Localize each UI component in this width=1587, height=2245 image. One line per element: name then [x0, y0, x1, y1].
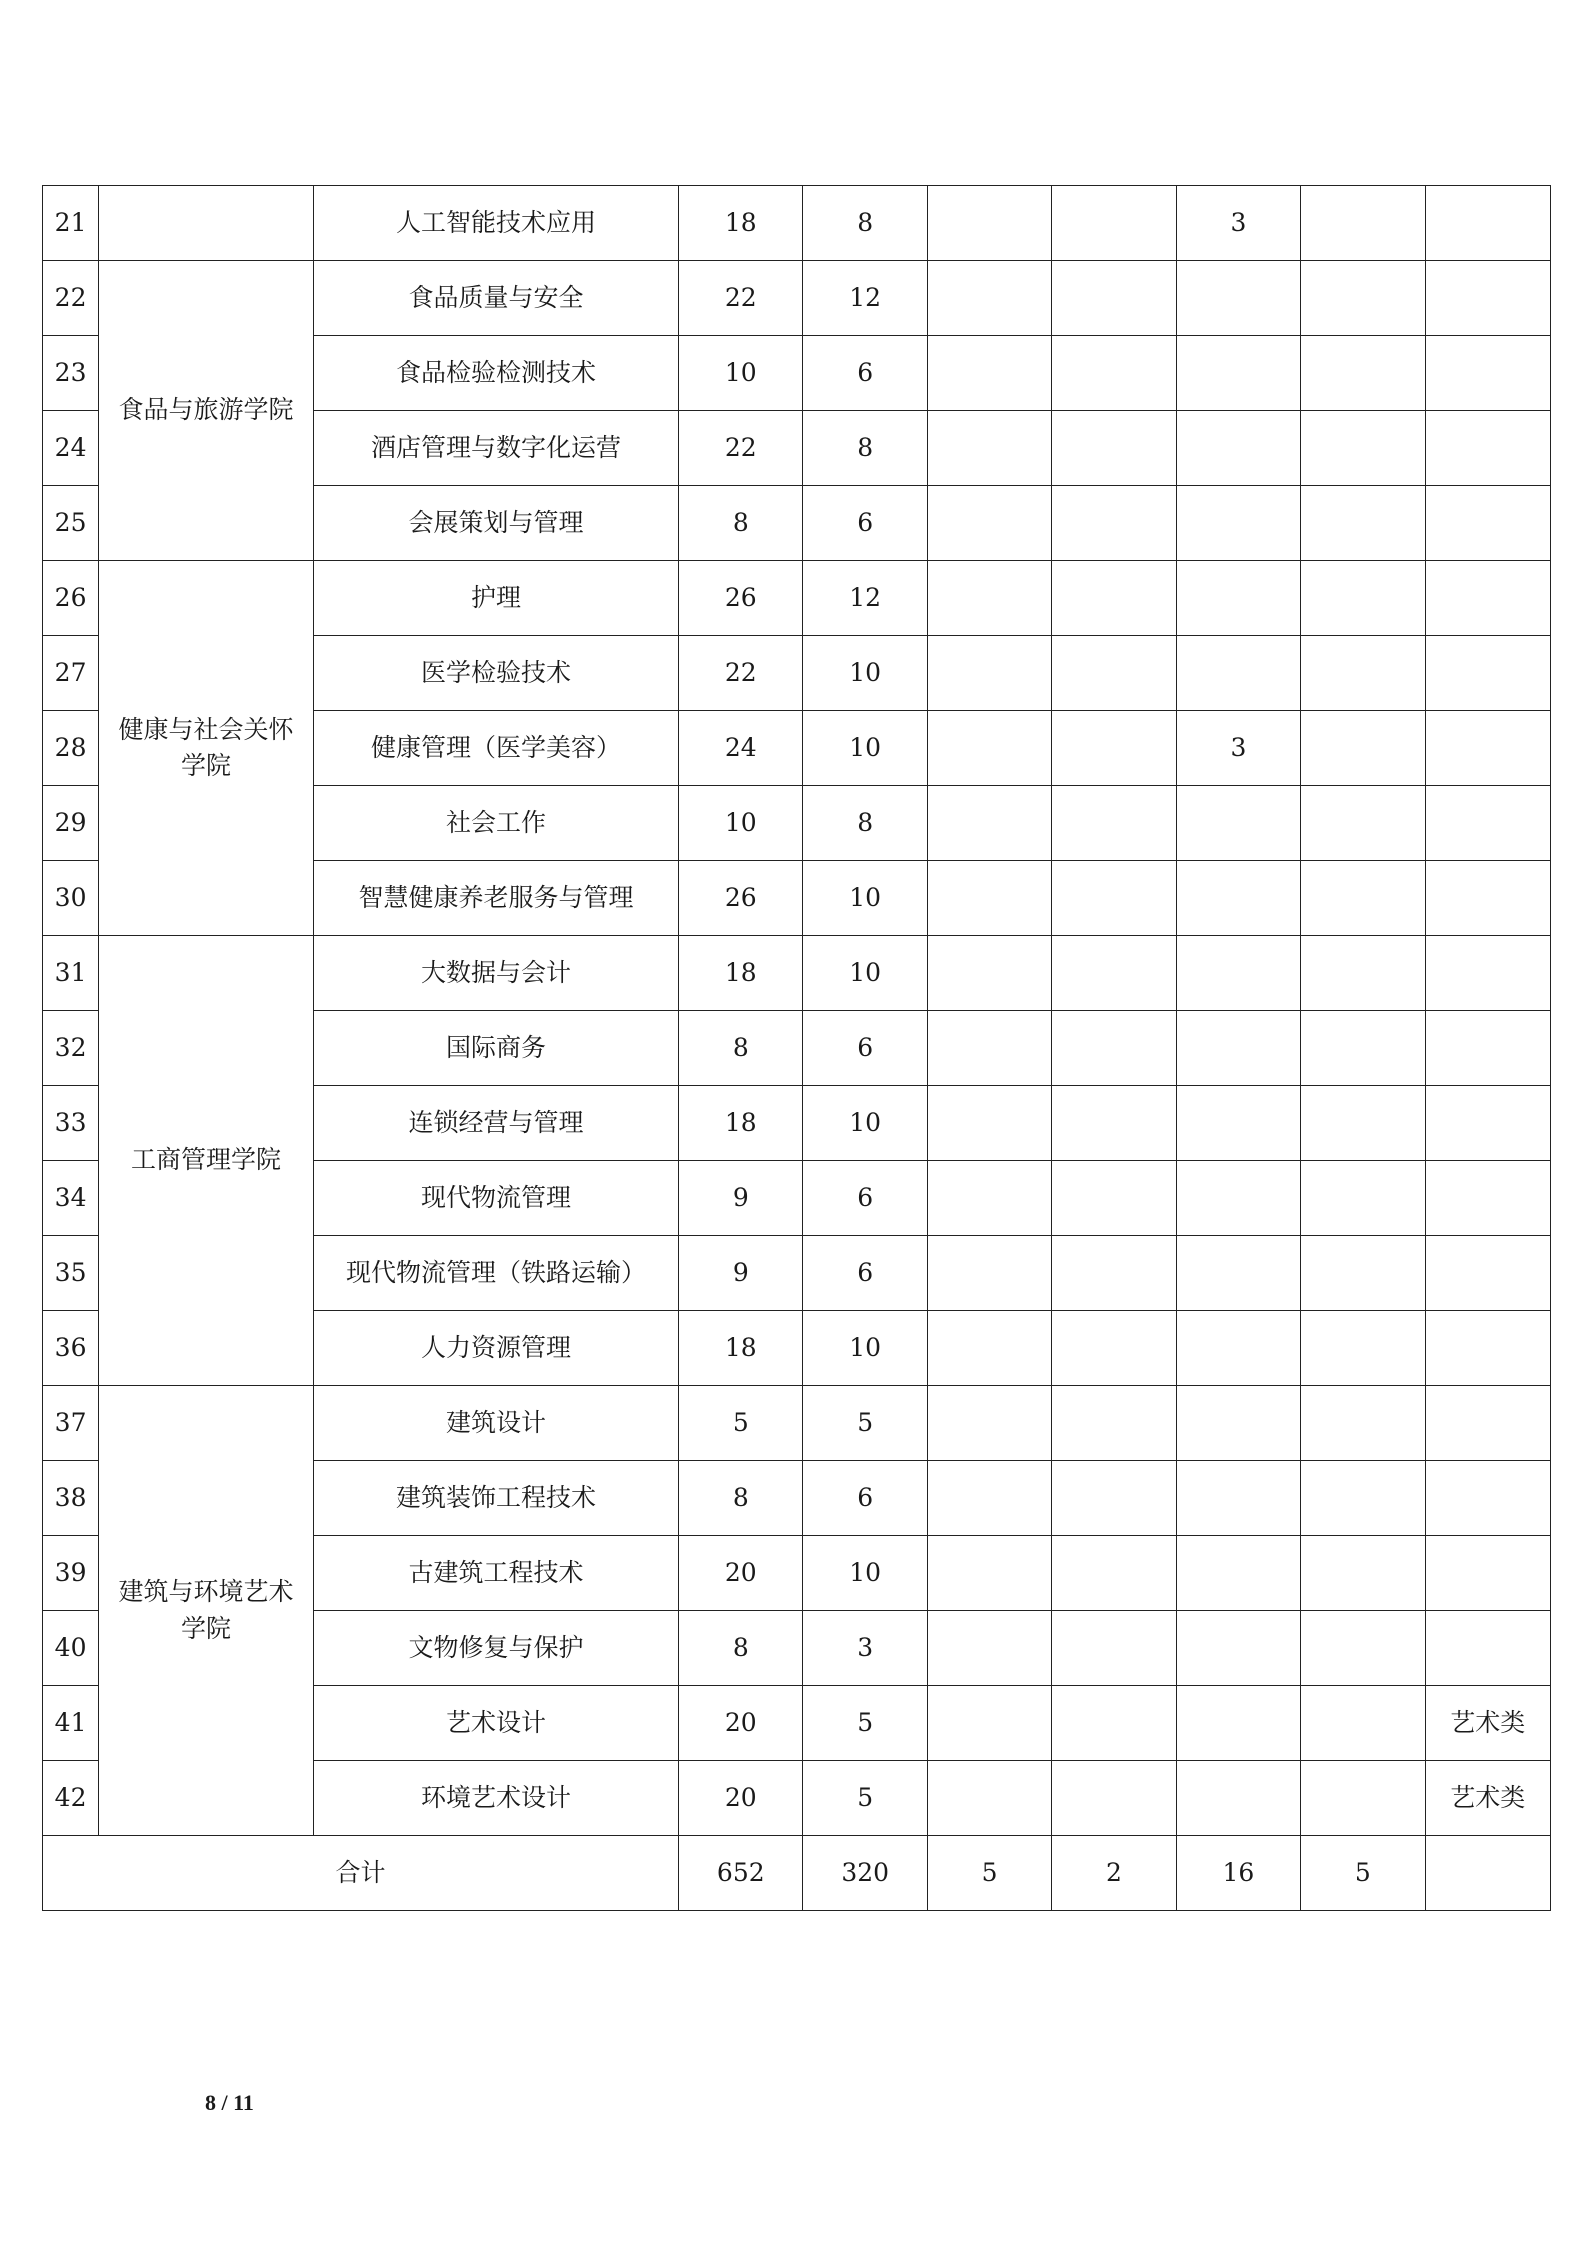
count-cell: 12 — [803, 261, 927, 336]
count-cell: 10 — [803, 861, 927, 936]
count-cell — [1052, 186, 1176, 261]
count-cell — [927, 1761, 1051, 1836]
count-cell — [1052, 336, 1176, 411]
total-count: 5 — [1301, 1836, 1425, 1911]
count-cell: 5 — [679, 1386, 803, 1461]
count-cell: 5 — [803, 1386, 927, 1461]
count-cell — [1301, 1311, 1425, 1386]
note-cell — [1425, 1386, 1550, 1461]
college-cell: 食品与旅游学院 — [99, 261, 314, 561]
note-cell — [1425, 1311, 1550, 1386]
count-cell — [927, 411, 1051, 486]
major-name: 文物修复与保护 — [313, 1611, 678, 1686]
note-cell — [1425, 1461, 1550, 1536]
count-cell — [1301, 261, 1425, 336]
count-cell: 22 — [679, 411, 803, 486]
count-cell: 20 — [679, 1761, 803, 1836]
count-cell — [1176, 1311, 1300, 1386]
row-number: 39 — [43, 1536, 99, 1611]
row-number: 38 — [43, 1461, 99, 1536]
count-cell: 6 — [803, 1011, 927, 1086]
note-cell: 艺术类 — [1425, 1686, 1550, 1761]
count-cell — [1176, 636, 1300, 711]
count-cell: 18 — [679, 186, 803, 261]
count-cell — [1052, 1611, 1176, 1686]
major-name: 护理 — [313, 561, 678, 636]
row-number: 31 — [43, 936, 99, 1011]
count-cell: 8 — [679, 1011, 803, 1086]
count-cell — [927, 1686, 1051, 1761]
count-cell — [927, 936, 1051, 1011]
total-label: 合计 — [43, 1836, 679, 1911]
row-number: 30 — [43, 861, 99, 936]
major-name: 现代物流管理（铁路运输） — [313, 1236, 678, 1311]
count-cell — [927, 1161, 1051, 1236]
table-row — [43, 261, 1551, 336]
count-cell — [1301, 1161, 1425, 1236]
count-cell: 10 — [679, 336, 803, 411]
count-cell — [1301, 561, 1425, 636]
count-cell — [1052, 261, 1176, 336]
count-cell — [1052, 1386, 1176, 1461]
count-cell — [1176, 1086, 1300, 1161]
count-cell — [1176, 1236, 1300, 1311]
count-cell — [1052, 1086, 1176, 1161]
count-cell — [1176, 486, 1300, 561]
count-cell — [927, 786, 1051, 861]
row-number: 26 — [43, 561, 99, 636]
major-name: 建筑装饰工程技术 — [313, 1461, 678, 1536]
count-cell: 5 — [803, 1761, 927, 1836]
count-cell — [1301, 1011, 1425, 1086]
count-cell: 8 — [803, 411, 927, 486]
count-cell: 3 — [1176, 711, 1300, 786]
major-name: 医学检验技术 — [313, 636, 678, 711]
note-cell — [1425, 936, 1550, 1011]
row-number: 27 — [43, 636, 99, 711]
count-cell — [1176, 936, 1300, 1011]
row-number: 41 — [43, 1686, 99, 1761]
count-cell — [1052, 561, 1176, 636]
count-cell — [1052, 1236, 1176, 1311]
count-cell — [1301, 711, 1425, 786]
count-cell: 10 — [803, 711, 927, 786]
count-cell — [1052, 411, 1176, 486]
count-cell: 3 — [803, 1611, 927, 1686]
count-cell — [1052, 711, 1176, 786]
count-cell: 8 — [679, 1461, 803, 1536]
major-name: 人工智能技术应用 — [313, 186, 678, 261]
total-count: 5 — [927, 1836, 1051, 1911]
count-cell — [927, 336, 1051, 411]
count-cell — [1301, 1236, 1425, 1311]
count-cell: 26 — [679, 861, 803, 936]
count-cell: 8 — [803, 786, 927, 861]
count-cell — [1176, 1761, 1300, 1836]
count-cell: 22 — [679, 261, 803, 336]
row-number: 33 — [43, 1086, 99, 1161]
count-cell — [1052, 1761, 1176, 1836]
count-cell — [927, 1311, 1051, 1386]
count-cell — [1052, 936, 1176, 1011]
count-cell — [1176, 1461, 1300, 1536]
college-cell: 健康与社会关怀学院 — [99, 561, 314, 936]
count-cell: 10 — [803, 1086, 927, 1161]
count-cell — [1301, 1386, 1425, 1461]
note-cell — [1425, 336, 1550, 411]
college-cell: 工商管理学院 — [99, 936, 314, 1386]
count-cell — [1052, 1161, 1176, 1236]
count-cell — [1176, 861, 1300, 936]
count-cell — [927, 1086, 1051, 1161]
note-cell — [1425, 186, 1550, 261]
total-count: 16 — [1176, 1836, 1300, 1911]
count-cell — [927, 1386, 1051, 1461]
count-cell — [1301, 1536, 1425, 1611]
note-cell: 艺术类 — [1425, 1761, 1550, 1836]
count-cell — [1301, 1686, 1425, 1761]
college-cell — [99, 186, 314, 261]
count-cell: 18 — [679, 936, 803, 1011]
count-cell — [1301, 186, 1425, 261]
row-number: 32 — [43, 1011, 99, 1086]
table-row — [43, 561, 1551, 636]
major-name: 艺术设计 — [313, 1686, 678, 1761]
count-cell: 18 — [679, 1086, 803, 1161]
row-number: 35 — [43, 1236, 99, 1311]
count-cell — [1301, 411, 1425, 486]
row-number: 37 — [43, 1386, 99, 1461]
note-cell — [1425, 1236, 1550, 1311]
count-cell — [927, 861, 1051, 936]
count-cell — [927, 486, 1051, 561]
count-cell: 24 — [679, 711, 803, 786]
major-name: 酒店管理与数字化运营 — [313, 411, 678, 486]
row-number: 36 — [43, 1311, 99, 1386]
note-cell — [1425, 636, 1550, 711]
count-cell — [927, 1536, 1051, 1611]
count-cell — [1301, 1086, 1425, 1161]
major-name: 古建筑工程技术 — [313, 1536, 678, 1611]
major-name: 连锁经营与管理 — [313, 1086, 678, 1161]
count-cell: 18 — [679, 1311, 803, 1386]
count-cell: 8 — [679, 486, 803, 561]
count-cell: 12 — [803, 561, 927, 636]
count-cell — [927, 711, 1051, 786]
note-cell — [1425, 261, 1550, 336]
count-cell — [1301, 486, 1425, 561]
count-cell — [1301, 936, 1425, 1011]
count-cell — [927, 561, 1051, 636]
count-cell — [1301, 786, 1425, 861]
table-row — [43, 186, 1551, 261]
count-cell — [927, 186, 1051, 261]
note-cell — [1425, 411, 1550, 486]
note-cell — [1425, 486, 1550, 561]
note-cell — [1425, 711, 1550, 786]
count-cell: 6 — [803, 1161, 927, 1236]
count-cell: 6 — [803, 336, 927, 411]
row-number: 28 — [43, 711, 99, 786]
major-name: 健康管理（医学美容） — [313, 711, 678, 786]
count-cell: 9 — [679, 1236, 803, 1311]
count-cell — [1301, 861, 1425, 936]
count-cell — [1052, 486, 1176, 561]
major-name: 食品质量与安全 — [313, 261, 678, 336]
count-cell — [1176, 1011, 1300, 1086]
note-cell — [1425, 1536, 1550, 1611]
row-number: 42 — [43, 1761, 99, 1836]
count-cell — [1052, 636, 1176, 711]
count-cell: 26 — [679, 561, 803, 636]
count-cell — [1176, 786, 1300, 861]
note-cell — [1425, 1611, 1550, 1686]
table-row — [43, 1386, 1551, 1461]
count-cell: 20 — [679, 1686, 803, 1761]
major-name: 人力资源管理 — [313, 1311, 678, 1386]
row-number: 24 — [43, 411, 99, 486]
major-name: 建筑设计 — [313, 1386, 678, 1461]
count-cell — [1176, 261, 1300, 336]
count-cell: 10 — [803, 636, 927, 711]
count-cell — [1052, 1536, 1176, 1611]
count-cell — [1176, 411, 1300, 486]
row-number: 25 — [43, 486, 99, 561]
count-cell: 6 — [803, 1461, 927, 1536]
count-cell — [1176, 1536, 1300, 1611]
count-cell: 3 — [1176, 186, 1300, 261]
count-cell — [1176, 1161, 1300, 1236]
note-cell — [1425, 1161, 1550, 1236]
count-cell — [927, 1236, 1051, 1311]
count-cell: 6 — [803, 486, 927, 561]
count-cell — [1176, 1386, 1300, 1461]
row-number: 21 — [43, 186, 99, 261]
total-count: 652 — [679, 1836, 803, 1911]
count-cell — [1052, 786, 1176, 861]
major-name: 国际商务 — [313, 1011, 678, 1086]
row-number: 29 — [43, 786, 99, 861]
count-cell: 8 — [803, 186, 927, 261]
count-cell — [927, 261, 1051, 336]
college-cell: 建筑与环境艺术学院 — [99, 1386, 314, 1836]
page-number: 8 / 11 — [205, 2090, 254, 2115]
count-cell — [1301, 1611, 1425, 1686]
count-cell: 5 — [803, 1686, 927, 1761]
major-name: 食品检验检测技术 — [313, 336, 678, 411]
count-cell — [1052, 1686, 1176, 1761]
total-note — [1425, 1836, 1550, 1911]
count-cell: 10 — [679, 786, 803, 861]
major-name: 社会工作 — [313, 786, 678, 861]
note-cell — [1425, 561, 1550, 636]
count-cell — [1176, 1611, 1300, 1686]
major-name: 智慧健康养老服务与管理 — [313, 861, 678, 936]
count-cell — [927, 1611, 1051, 1686]
row-number: 40 — [43, 1611, 99, 1686]
note-cell — [1425, 1086, 1550, 1161]
count-cell — [1301, 636, 1425, 711]
count-cell — [1301, 1761, 1425, 1836]
count-cell — [1176, 561, 1300, 636]
count-cell — [927, 1011, 1051, 1086]
count-cell — [1176, 1686, 1300, 1761]
count-cell — [1301, 1461, 1425, 1536]
count-cell: 22 — [679, 636, 803, 711]
major-name: 大数据与会计 — [313, 936, 678, 1011]
count-cell — [1052, 861, 1176, 936]
note-cell — [1425, 1011, 1550, 1086]
count-cell: 10 — [803, 936, 927, 1011]
row-number: 22 — [43, 261, 99, 336]
count-cell — [927, 636, 1051, 711]
count-cell — [1052, 1461, 1176, 1536]
count-cell: 10 — [803, 1311, 927, 1386]
note-cell — [1425, 786, 1550, 861]
enrollment-table — [42, 185, 1551, 1911]
major-name: 环境艺术设计 — [313, 1761, 678, 1836]
total-count: 320 — [803, 1836, 927, 1911]
row-number: 23 — [43, 336, 99, 411]
count-cell — [1052, 1311, 1176, 1386]
count-cell — [1176, 336, 1300, 411]
total-count: 2 — [1052, 1836, 1176, 1911]
count-cell — [927, 1461, 1051, 1536]
total-row — [43, 1836, 1551, 1911]
count-cell: 6 — [803, 1236, 927, 1311]
count-cell — [1052, 1011, 1176, 1086]
table-row — [43, 936, 1551, 1011]
count-cell: 10 — [803, 1536, 927, 1611]
major-name: 会展策划与管理 — [313, 486, 678, 561]
row-number: 34 — [43, 1161, 99, 1236]
count-cell: 9 — [679, 1161, 803, 1236]
major-name: 现代物流管理 — [313, 1161, 678, 1236]
count-cell: 8 — [679, 1611, 803, 1686]
count-cell: 20 — [679, 1536, 803, 1611]
count-cell — [1301, 336, 1425, 411]
note-cell — [1425, 861, 1550, 936]
